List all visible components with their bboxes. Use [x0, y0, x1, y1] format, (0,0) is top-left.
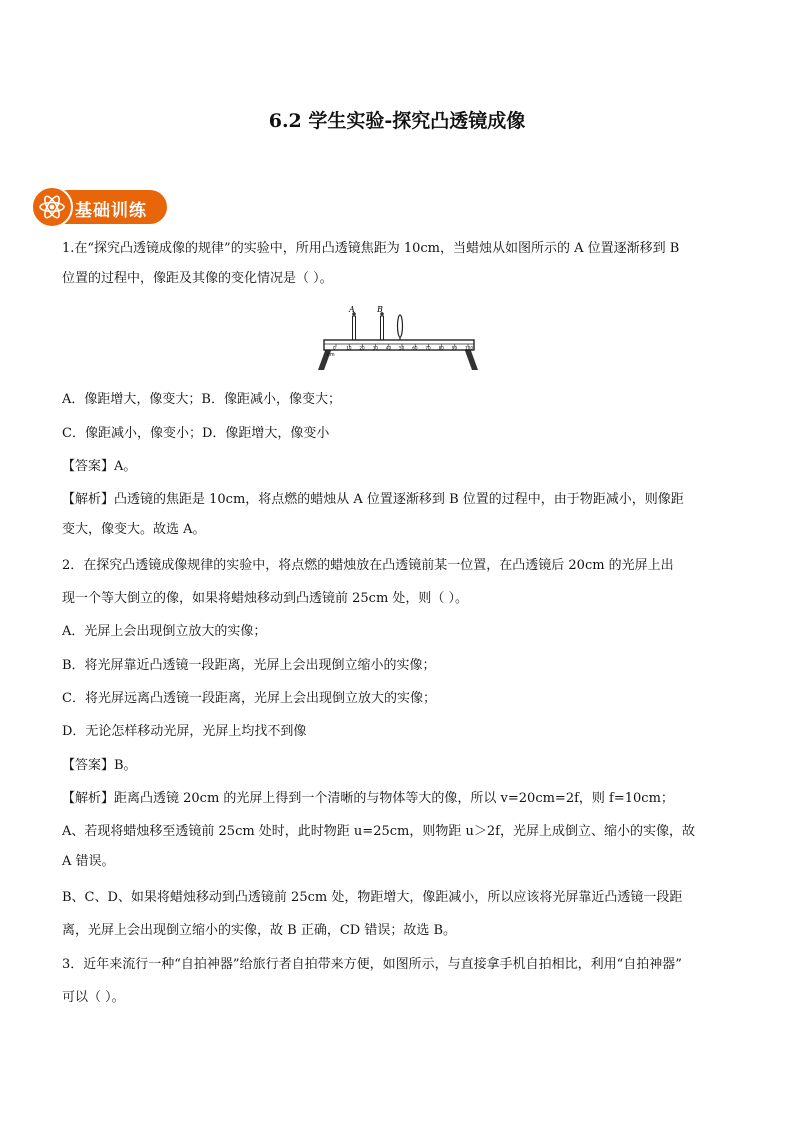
convex-lens	[398, 315, 403, 337]
text-line: C．像距减小，像变小；D．像距增大，像变小	[62, 426, 330, 441]
scale-label: 40	[385, 345, 392, 351]
text-line: 【解析】凸透镜的焦距是 10cm，将点燃的蜡烛从 A 位置逐渐移到 B 位置的过程中，由于物距减小，则像距	[62, 492, 684, 507]
text-line: 变大，像变大。故选 A。	[62, 522, 206, 537]
text-line: 3．近年来流行一种“自拍神器”给旅行者自拍带来方便，如图所示，与直接拿手机自拍相比，利用“自拍神器”	[62, 957, 682, 972]
scale-label: 80	[438, 345, 444, 351]
text-line: A、若现将蜡烛移至透镜前 25cm 处时，此时物距 u=25cm，则物距 u＞2f，光屏上成倒立、缩小的实像，故	[62, 824, 695, 839]
scale-label: 50	[399, 345, 405, 351]
atom-icon	[31, 186, 73, 228]
section-badge	[31, 186, 169, 228]
scale-label: 60	[412, 345, 418, 351]
text-line: 现一个等大倒立的像，如果将蜡烛移动到凸透镜前 25cm 处，则（ ）。	[62, 591, 469, 606]
page-title: 6.2 学生实验-探究凸透镜成像	[268, 110, 526, 132]
scale-label: 0	[333, 345, 336, 351]
text-line: 离，光屏上会出现倒立缩小的实像，故 B 正确，CD 错误；故选 B。	[62, 923, 457, 938]
text-line: A．光屏上会出现倒立放大的实像；	[62, 624, 267, 639]
text-line: A．像距增大，像变大；B．像距减小，像变大；	[62, 392, 341, 407]
text-line: 【答案】A。	[62, 459, 137, 474]
text-line: 【答案】B。	[62, 758, 137, 773]
text-line: C．将光屏远离凸透镜一段距离，光屏上会出现倒立放大的实像；	[62, 691, 436, 706]
section-badge-label: 基础训练	[75, 201, 147, 221]
text-line: 【解析】距离凸透镜 20cm 的光屏上得到一个清晰的与物体等大的像，所以 v=20cm=2f，则 f=10cm；	[62, 791, 674, 806]
label-a: A	[349, 305, 355, 314]
candle-b	[380, 312, 384, 340]
bench-right-leg	[464, 345, 478, 370]
text-line: 2．在探究凸透镜成像规律的实验中，将点燃的蜡烛放在凸透镜前某一位置，在凸透镜后 20cm 的光屏上出	[62, 558, 674, 573]
label-b: B	[377, 305, 383, 314]
unit-label: cm	[327, 352, 335, 358]
text-line: 1.在“探究凸透镜成像的规律”的实验中，所用凸透镜焦距为 10cm，当蜡烛从如图所示的 A 位置逐渐移到 B	[62, 241, 680, 256]
text-line: B．将光屏靠近凸透镜一段距离，光屏上会出现倒立缩小的实像；	[62, 658, 436, 673]
candle-a	[352, 312, 356, 340]
scale-label: 20	[359, 345, 365, 351]
scale-label: 30	[372, 345, 378, 351]
text-line: D．无论怎样移动光屏，光屏上均找不到像	[62, 724, 307, 739]
scale-label: 100	[465, 345, 473, 351]
text-line: 位置的过程中，像距及其像的变化情况是（ ）。	[62, 271, 333, 286]
scale-label: 70	[425, 345, 431, 351]
scale-label: 90	[451, 345, 458, 351]
text-line: A 错误。	[62, 854, 115, 869]
text-line: 可以（ ）。	[62, 990, 125, 1005]
scale-label: 10	[346, 345, 352, 351]
text-line: B、C、D、如果将蜡烛移动到凸透镜前 25cm 处，物距增大，像距减小，所以应该将光屏靠近凸透镜一段距	[62, 890, 683, 905]
optical-bench-diagram	[312, 304, 484, 376]
